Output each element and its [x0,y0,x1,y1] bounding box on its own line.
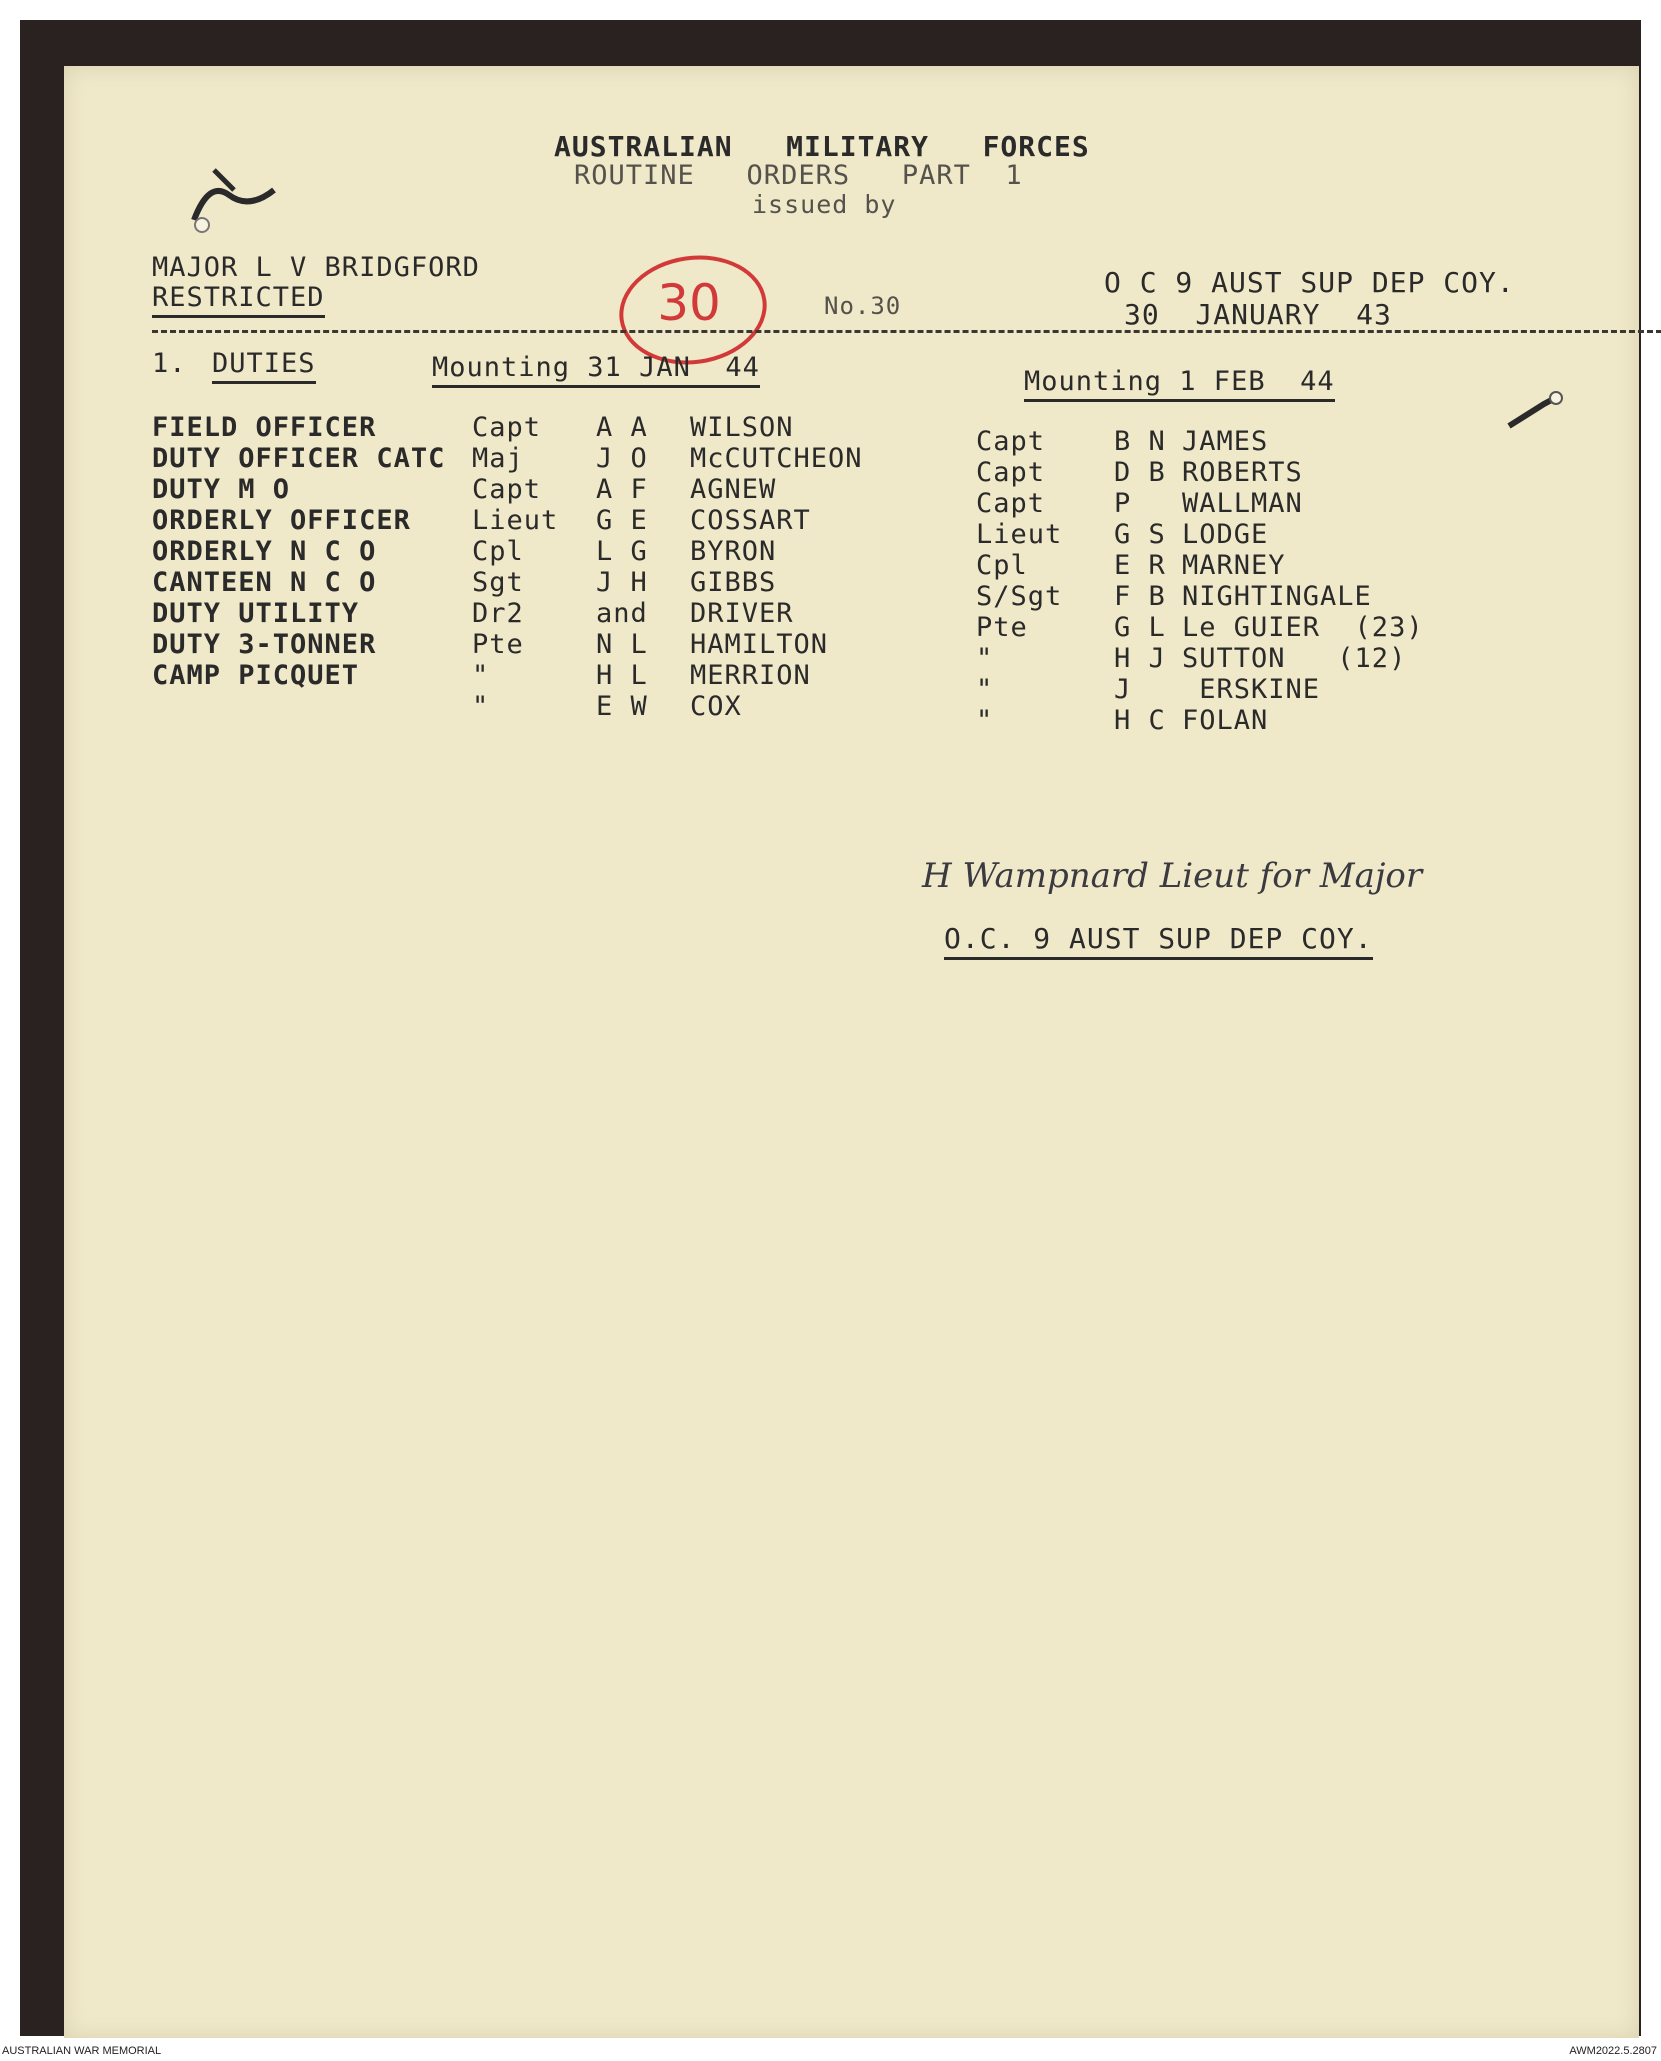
duty-name: FIELD OFFICER [152,412,377,443]
initials-1-feb: G L [1114,612,1166,643]
duty-name: CAMP PICQUET [152,660,360,691]
header-subtitle: ROUTINE ORDERS PART 1 [574,160,1023,191]
rank-31-jan: Lieut [472,505,559,536]
surname-1-feb: FOLAN [1182,705,1269,736]
rank-31-jan: Pte [472,629,524,660]
initials-31-jan: H L [596,660,648,691]
staple-mark-icon [174,150,284,250]
surname-1-feb: NIGHTINGALE [1182,581,1372,612]
rank-31-jan: " [472,691,490,722]
column-heading-1-feb: Mounting 1 FEB 44 [1024,366,1335,402]
rank-1-feb: Cpl [976,550,1028,581]
initials-31-jan: E W [596,691,648,722]
initials-31-jan: A A [596,412,648,443]
duty-name: CANTEEN N C O [152,567,377,598]
rank-1-feb: S/Sgt [976,581,1063,612]
surname-1-feb: WALLMAN [1182,488,1303,519]
initials-31-jan: G E [596,505,648,536]
footer-institution: AUSTRALIAN WAR MEMORIAL [2,2045,162,2057]
duty-name: DUTY M O [152,474,291,505]
rank-31-jan: " [472,660,490,691]
paper-sheet [64,66,1639,2038]
surname-1-feb: JAMES [1182,426,1269,457]
surname-31-jan: MERRION [690,660,811,691]
rank-31-jan: Capt [472,412,542,443]
surname-31-jan: AGNEW [690,474,777,505]
initials-1-feb: P [1114,488,1132,519]
signature-title: O.C. 9 AUST SUP DEP COY. [944,922,1373,960]
duty-name: DUTY UTILITY [152,598,360,629]
surname-1-feb: ERSKINE [1182,674,1321,705]
surname-31-jan: HAMILTON [690,629,829,660]
rank-1-feb: Pte [976,612,1028,643]
column-heading-31-jan: Mounting 31 JAN 44 [432,352,760,388]
section-number: 1. [152,348,187,379]
surname-1-feb: MARNEY [1182,550,1286,581]
order-number: No.30 [824,292,902,320]
header-issued-by: issued by [752,190,897,219]
header-divider [152,330,1661,333]
duty-name: DUTY 3-TONNER [152,629,377,660]
surname-31-jan: GIBBS [690,567,777,598]
rank-31-jan: Sgt [472,567,524,598]
initials-31-jan: and [596,598,648,629]
surname-31-jan: WILSON [690,412,794,443]
handwritten-signature: H Wampnard Lieut for Major [922,856,1423,896]
surname-1-feb: SUTTON (12) [1182,643,1407,674]
initials-1-feb: E R [1114,550,1166,581]
footer-accession-number: AWM2022.5.2807 [1569,2045,1657,2057]
surname-31-jan: COSSART [690,505,811,536]
initials-31-jan: L G [596,536,648,567]
red-number-stamp: 30 [619,256,769,366]
surname-31-jan: McCUTCHEON [690,443,863,474]
surname-31-jan: BYRON [690,536,777,567]
initials-1-feb: B N [1114,426,1166,457]
section-title: DUTIES [212,348,316,384]
surname-31-jan: DRIVER [690,598,794,629]
staple-mark-icon [1504,386,1574,436]
rank-31-jan: Maj [472,443,524,474]
issuer-name: MAJOR L V BRIDGFORD [152,252,480,283]
order-date: 30 JANUARY 43 [1124,298,1392,331]
rank-1-feb: " [976,674,994,705]
surname-1-feb: LODGE [1182,519,1269,550]
surname-31-jan: COX [690,691,742,722]
initials-31-jan: J O [596,443,648,474]
rank-1-feb: " [976,705,994,736]
initials-1-feb: J [1114,674,1132,705]
rank-31-jan: Capt [472,474,542,505]
rank-1-feb: Capt [976,426,1046,457]
duty-name: ORDERLY N C O [152,536,377,567]
document-frame [20,20,1641,2036]
classification: RESTRICTED [152,282,325,318]
rank-1-feb: Capt [976,488,1046,519]
surname-1-feb: Le GUIER (23) [1182,612,1424,643]
initials-1-feb: G S [1114,519,1166,550]
initials-31-jan: A F [596,474,648,505]
rank-1-feb: " [976,643,994,674]
rank-1-feb: Capt [976,457,1046,488]
initials-31-jan: J H [596,567,648,598]
initials-1-feb: F B [1114,581,1166,612]
rank-1-feb: Lieut [976,519,1063,550]
initials-1-feb: H J [1114,643,1166,674]
initials-1-feb: H C [1114,705,1166,736]
rank-31-jan: Dr2 [472,598,524,629]
rank-31-jan: Cpl [472,536,524,567]
initials-1-feb: D B [1114,457,1166,488]
issuing-unit: O C 9 AUST SUP DEP COY. [1104,266,1515,299]
duty-name: DUTY OFFICER CATC [152,443,446,474]
duty-name: ORDERLY OFFICER [152,505,411,536]
surname-1-feb: ROBERTS [1182,457,1303,488]
initials-31-jan: N L [596,629,648,660]
header-title: AUSTRALIAN MILITARY FORCES [554,130,1090,163]
